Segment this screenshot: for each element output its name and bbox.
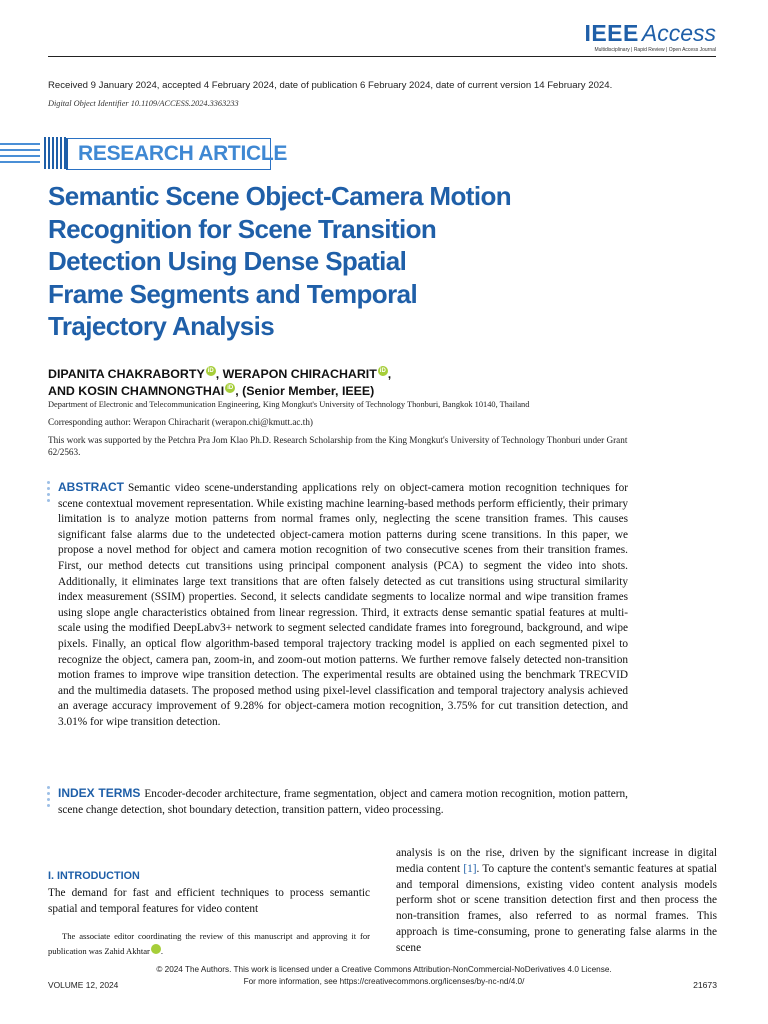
intro-right-text: analysis is on the rise, driven by the significant increase in digital media content <box>396 847 717 875</box>
abstract-text: Semantic video scene-understanding applications rely on object-camera motion recognition techniques for scene contextual movement representation. While existing machine learning-based methods perform efficiently, their primary limitation is to analyze motion patterns from normal frames only, neglecting the scene transition frames. This causes significant false alarms due to the undetected object-camera motion patterns during scene transitions. In this paper, we propose a novel method for object and camera motion recognition of two consecutive scenes from their transition frames. First, our method detects cut transitions using principal component analysis (PCA) to segment the video into shots. Additionally, it eliminates large text transitions that are often falsely detected as cut transitions using structural similarity index measurement (SSIM) properties. Second, it selects candidate segments to localize normal and wipe transition frames using slope angle characteristics obtained from linear regression. Third, it extracts dense semantic spatial features at multi-scale using the modified DeepLabv3+ network to segment selected candidate frames into foreground, background, and wipe pixels. Finally, an optical flow algorithm-based temporal trajectory tracking model is applied on each segmented pixel to recognize the object, camera pan, zoom-in, and zoom-out motion patterns. We further remove falsely detected non-transition motion frames to improve wipe transition detection. The experimental results are obtained using the benchmark TRECVID and the multimedia datasets. The proposed method using pixel-level classification and temporal trajectory analysis achieved an average accuracy improvement of 9.28% for object-camera motion recognition, 3.75% for cut transition detection, and 3.01% for wipe transition detection. <box>58 482 628 728</box>
editor-footnote <box>48 929 370 958</box>
footnote-end: . <box>160 945 164 956</box>
author-name: DIPANITA CHAKRABORTY <box>48 367 205 381</box>
orcid-icon[interactable]: iD <box>151 944 161 954</box>
journal-tagline: Multidisciplinary | Rapid Review | Open Access Journal <box>594 47 716 53</box>
paper-title <box>48 180 568 343</box>
title-line: Trajectory Analysis <box>48 311 275 341</box>
banner-stripes <box>0 137 70 169</box>
journal-logo <box>584 20 716 47</box>
header-divider <box>48 56 716 57</box>
author-list <box>48 366 391 400</box>
logo-access: Access <box>641 20 716 46</box>
title-line: Detection Using Dense Spatial <box>48 246 407 276</box>
author-membership: , (Senior Member, IEEE) <box>235 384 375 398</box>
orcid-icon[interactable]: iD <box>379 368 386 374</box>
abstract-label: ABSTRACT <box>58 480 124 494</box>
intro-left-column: The demand for fast and efficient techniques to process semantic spatial and temporal features for video content <box>48 887 370 915</box>
received-dates: Received 9 January 2024, accepted 4 February 2024, date of publication 6 February 2024, date of current version 14 February 2024. <box>48 80 613 91</box>
abstract <box>58 480 628 731</box>
volume-info: VOLUME 12, 2024 <box>48 980 119 990</box>
citation-link[interactable]: [1] <box>463 862 477 875</box>
doi: Digital Object Identifier 10.1109/ACCESS.2024.3363233 <box>48 99 239 108</box>
title-line: Semantic Scene Object-Camera Motion <box>48 181 512 211</box>
license-link[interactable]: For more information, see https://creativecommons.org/licenses/by-nc-nd/4.0/ <box>243 976 525 986</box>
abstract-dots <box>47 481 51 505</box>
index-terms-label: INDEX TERMS <box>58 786 141 800</box>
author-separator: , <box>387 367 392 381</box>
orcid-icon[interactable]: iD <box>227 385 234 391</box>
page-number: 21673 <box>693 980 717 990</box>
index-terms-text: Encoder-decoder architecture, frame segmentation, object and camera motion recognition, motion pattern, scene change detection, shot boundary detection, transition pattern, video processing. <box>58 788 628 816</box>
corresponding-author: Corresponding author: Werapon Chiracharit (werapon.chi@kmutt.ac.th) <box>48 417 313 427</box>
affiliation: Department of Electronic and Telecommunication Engineering, King Mongkut's University of Technology Thonburi, Bangkok 10140, Thailand <box>48 400 530 409</box>
title-line: Recognition for Scene Transition <box>48 213 437 244</box>
license-line: © 2024 The Authors. This work is licensed under a Creative Commons Attribution-NonCommercial-NoDerivatives 4.0 License. <box>156 965 612 974</box>
author-separator: , <box>215 367 223 381</box>
section-heading: I. INTRODUCTION <box>48 870 140 882</box>
author-name: WERAPON CHIRACHARIT <box>222 367 377 381</box>
index-terms <box>58 786 628 818</box>
article-type: RESEARCH ARTICLE <box>78 142 288 165</box>
intro-right-text: . To capture the content's semantic features at spatial and temporal dimensions, existing video content analysis models perform shot or scene transition detection first and then process the non-transition frames, also referred to as normal frames. This approach is time-consuming, prone to generating false alarms in the scene <box>396 862 717 954</box>
funding-note: This work was supported by the Petchra Pra Jom Klao Ph.D. Research Scholarship from the King Mongkut's University of Technology Thonburi under Grant 62/2563. <box>48 435 628 457</box>
intro-right-column <box>396 846 717 957</box>
orcid-icon[interactable]: iD <box>207 368 214 374</box>
footnote-text: The associate editor coordinating the review of this manuscript and approving it for publication was Zahid Akhtar <box>48 931 370 956</box>
author-name: AND KOSIN CHAMNONGTHAI <box>48 384 225 398</box>
title-line: Frame Segments and Temporal <box>48 278 418 309</box>
index-terms-dots <box>47 786 51 810</box>
logo-ieee: IEEE <box>584 20 639 46</box>
